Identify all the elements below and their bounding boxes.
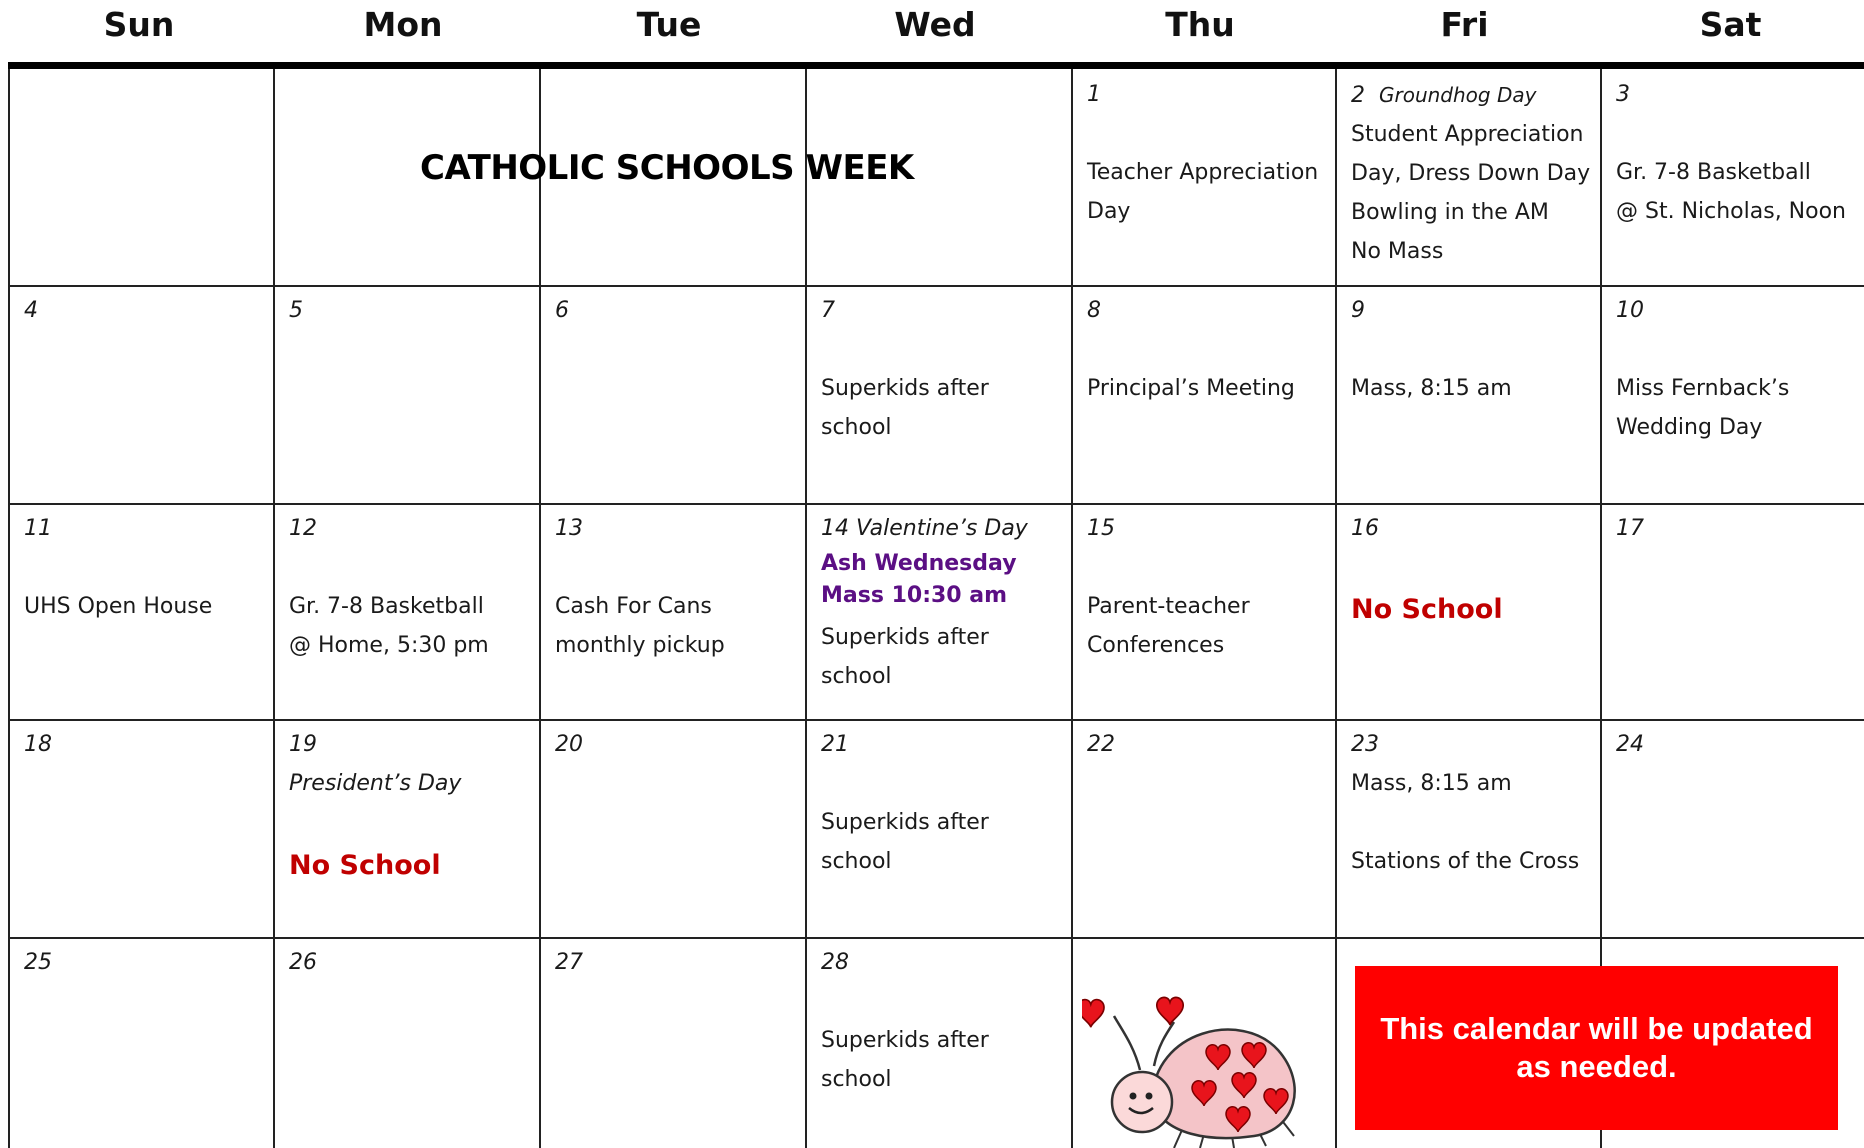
grid-vline [539, 69, 541, 1148]
day-number: 10 [1616, 298, 1644, 323]
no-school-alert: No School [289, 850, 441, 881]
ladybug-hearts-illustration-icon [1082, 990, 1322, 1148]
calendar-update-notice [1355, 966, 1838, 1130]
grid-hline [8, 719, 1864, 721]
weekday-sat: Sat [1699, 5, 1762, 44]
event-line: Principal’s Meeting [1087, 376, 1295, 401]
day-cell-2 [1351, 76, 1590, 271]
event-line: Gr. 7-8 Basketball [1616, 160, 1811, 185]
event-line: Miss Fernback’s [1616, 376, 1790, 401]
event-line: Day [1087, 199, 1131, 224]
day-number: 9 [1351, 298, 1365, 323]
day-cell-6 [555, 292, 569, 330]
day-cell-20 [555, 726, 583, 764]
weekday-wed: Wed [894, 5, 976, 44]
weekday-fri: Fri [1440, 5, 1489, 44]
event-line: Mass, 8:15 am [1351, 771, 1512, 796]
event-line: school [821, 415, 892, 440]
event-line: Gr. 7-8 Basketball [289, 594, 484, 619]
event-line: UHS Open House [24, 594, 213, 619]
weekday-thu: Thu [1165, 5, 1235, 44]
event-line: Superkids after [821, 376, 989, 401]
day-cell-9 [1351, 292, 1512, 408]
day-number: 22 [1087, 732, 1115, 757]
day-number: 2 [1351, 83, 1365, 108]
day-cell-16 [1351, 510, 1503, 629]
event-line: Superkids after [821, 1028, 989, 1053]
day-cell-10 [1616, 292, 1789, 447]
event-line: Teacher Appreciation [1087, 160, 1319, 185]
day-cell-26 [289, 944, 317, 982]
event-line: Conferences [1087, 633, 1225, 658]
day-number: 21 [821, 732, 849, 757]
event-line: Day, Dress Down Day [1351, 161, 1591, 186]
day-cell-22 [1087, 726, 1115, 764]
day-cell-13 [555, 510, 725, 665]
day-note: Valentine’s Day [856, 516, 1028, 541]
day-number: 15 [1087, 516, 1115, 541]
day-number: 12 [289, 516, 317, 541]
grid-hline [8, 937, 1864, 939]
weekday-sun: Sun [103, 5, 175, 44]
grid-hline [8, 503, 1864, 505]
day-number: 6 [555, 298, 569, 323]
day-cell-3 [1616, 76, 1846, 231]
day-number: 28 [821, 950, 849, 975]
grid-hline [8, 285, 1864, 287]
day-number: 3 [1616, 82, 1630, 107]
event-line: Parent-teacher [1087, 594, 1250, 619]
day-number: 14 [821, 516, 849, 541]
day-number: 13 [555, 516, 583, 541]
day-cell-11 [24, 510, 212, 626]
day-cell-15 [1087, 510, 1250, 665]
event-line: Wedding Day [1616, 415, 1763, 440]
weekday-header [8, 0, 1864, 62]
no-school-alert: No School [1351, 594, 1503, 625]
day-number: 24 [1616, 732, 1644, 757]
event-line: Mass, 8:15 am [1351, 376, 1512, 401]
event-line: Stations of the Cross [1351, 849, 1580, 874]
event-line: Superkids after [821, 810, 989, 835]
day-number: 17 [1616, 516, 1644, 541]
event-line: @ St. Nicholas, Noon [1616, 199, 1847, 224]
day-number: 4 [24, 298, 38, 323]
day-number: 11 [24, 516, 52, 541]
day-number: 1 [1087, 82, 1101, 107]
day-number: 20 [555, 732, 583, 757]
day-number: 27 [555, 950, 583, 975]
grid-vline [1071, 69, 1073, 1148]
day-note: Groundhog Day [1379, 83, 1537, 107]
header-rule [8, 62, 1864, 69]
highlight-line: Ash Wednesday [821, 551, 1017, 576]
day-number: 26 [289, 950, 317, 975]
grid-left-edge [8, 69, 10, 1148]
notice-text: This calendar will be updated as needed. [1380, 1011, 1813, 1084]
day-cell-28 [821, 944, 989, 1099]
event-line: school [821, 849, 892, 874]
grid-vline [1335, 69, 1337, 1148]
day-cell-18 [24, 726, 52, 764]
day-number-row [821, 510, 1028, 548]
event-line: monthly pickup [555, 633, 725, 658]
day-number: 25 [24, 950, 52, 975]
day-number: 16 [1351, 516, 1379, 541]
day-cell-23 [1351, 726, 1579, 881]
grid-vline [273, 69, 275, 1148]
event-line: Student Appreciation [1351, 122, 1584, 147]
weekday-tue: Tue [636, 5, 702, 44]
day-cell-1 [1087, 76, 1318, 231]
day-cell-5 [289, 292, 303, 330]
highlight-line: Mass 10:30 am [821, 583, 1008, 608]
day-cell-25 [24, 944, 52, 982]
day-cell-14 [821, 510, 1028, 696]
weekday-mon: Mon [363, 5, 443, 44]
catholic-schools-week-banner: CATHOLIC SCHOOLS WEEK [420, 148, 914, 188]
day-cell-4 [24, 292, 38, 330]
day-cell-24 [1616, 726, 1644, 764]
day-cell-21 [821, 726, 989, 881]
day-cell-12 [289, 510, 489, 665]
day-number: 7 [821, 298, 835, 323]
day-cell-8 [1087, 292, 1295, 408]
event-line: school [821, 664, 892, 689]
grid-vline [805, 69, 807, 1148]
day-cell-19 [289, 726, 461, 885]
day-number: 23 [1351, 732, 1379, 757]
day-note: President’s Day [289, 771, 462, 796]
event-line: school [821, 1067, 892, 1092]
event-line: No Mass [1351, 239, 1444, 264]
day-number: 18 [24, 732, 52, 757]
day-number: 8 [1087, 298, 1101, 323]
day-cell-27 [555, 944, 583, 982]
day-cell-17 [1616, 510, 1644, 548]
day-number-row [1351, 76, 1590, 115]
event-line: Cash For Cans [555, 594, 712, 619]
day-number: 19 [289, 732, 317, 757]
event-line: @ Home, 5:30 pm [289, 633, 489, 658]
event-line: Bowling in the AM [1351, 200, 1549, 225]
event-line: Superkids after [821, 625, 989, 650]
day-cell-7 [821, 292, 989, 447]
day-number: 5 [289, 298, 303, 323]
